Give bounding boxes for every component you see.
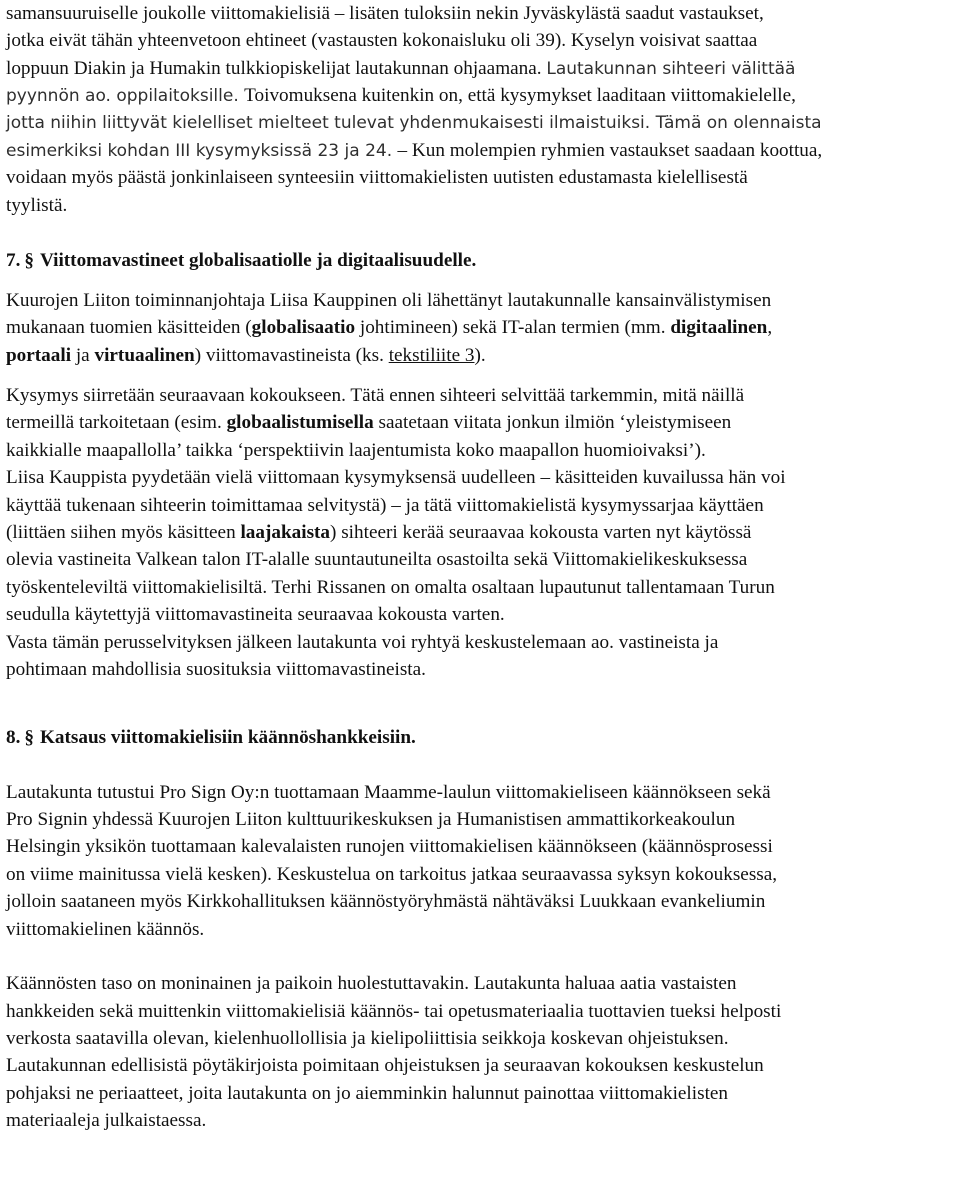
text-line: Liisa Kauppista pyydetään vielä viittomaan kysymyksensä uudelleen – käsitteiden kuvailussa hän voi xyxy=(6,467,786,489)
text-line: pohtimaan mahdollisia suosituksia viittomavastineista. xyxy=(6,658,426,680)
section-7-paragraph-1 xyxy=(6,287,954,369)
text-line: Vasta tämän perusselvityksen jälkeen lautakunta voi ryhtyä keskustelemaan ao. vastineista ja xyxy=(6,631,719,653)
text-line: voidaan myös päästä jonkinlaiseen synteesiin viittomakielisten uutisten edustamasta kielellisestä xyxy=(6,167,748,189)
text-line: tyylistä. xyxy=(6,194,68,216)
section-7-paragraph-2 xyxy=(6,382,954,683)
text-line: portaali ja virtuaalinen) viittomavastineista (ks. tekstiliite 3). xyxy=(6,344,486,366)
text-line: jotka eivät tähän yhteenvetoon ehtineet (vastausten kokonaisluku oli 39). Kyselyn voisivat saattaa xyxy=(6,30,758,52)
text-line: käyttää tukenaan sihteerin toimittamaa selvitystä) – ja tätä viittomakielistä kysymyssarjaa käyttäen xyxy=(6,494,764,516)
section-symbol: § xyxy=(24,726,34,748)
section-number: 8. xyxy=(6,726,21,748)
text-line: Käännösten taso on moninainen ja paikoin huolestuttavakin. Lautakunta haluaa aatia vastaisten xyxy=(6,973,737,995)
text-line: työskenteleviltä viittomakielisiltä. Terhi Rissanen on omalta osaltaan lupautunut tallentamaan Turun xyxy=(6,576,775,598)
section-symbol: § xyxy=(24,249,34,271)
text-line: seudulla käytettyjä viittomavastineita seuraavaa kokousta varten. xyxy=(6,604,505,626)
text-line: hankkeiden sekä muittenkin viittomakielisiä käännös- tai opetusmateriaalia tuottavien tueksi helposti xyxy=(6,1000,782,1022)
attachment-link[interactable]: tekstiliite 3 xyxy=(388,344,475,366)
text-line: mukanaan tuomien käsitteiden (globalisaatio johtimineen) sekä IT-alan termien (mm. digitaalinen, xyxy=(6,317,773,339)
text-line: Lautakunnan edellisistä pöytäkirjoista poimitaan ohjeistuksen ja seuraavan kokouksen keskustelun xyxy=(6,1055,764,1077)
text-line: termeillä tarkoitetaan (esim. globaalistumisella saatetaan viitata jonkun ilmiön ‘yleistymiseen xyxy=(6,412,732,434)
text-line: Helsingin yksikön tuottamaan kalevalaisten runojen viittomakielisen käännökseen (käännösprosessi xyxy=(6,836,773,858)
section-title: Viittomavastineet globalisaatiolle ja digitaalisuudelle. xyxy=(39,249,477,271)
intro-paragraph xyxy=(6,0,954,219)
text-line: on viime mainitussa vielä kesken). Keskustelua on tarkoitus jatkaa seuraavassa syksyn kokouksessa, xyxy=(6,863,778,885)
text-line: Kuurojen Liiton toiminnanjohtaja Liisa Kauppinen oli lähettänyt lautakunnalle kansainvälistymisen xyxy=(6,289,772,311)
text-line: (liittäen siihen myös käsitteen laajakaista) sihteeri kerää seuraavaa kokousta varten nyt käytössä xyxy=(6,522,752,544)
text-line: olevia vastineita Valkean talon IT-alalle suuntautuneilta osastoilta sekä Viittomakielikeskuksessa xyxy=(6,549,748,571)
text-line: viittomakielinen käännös. xyxy=(6,918,205,940)
text-line: jolloin saataneen myös Kirkkohallituksen käännöstyöryhmästä nähtäväksi Luukkaan evankeliumin xyxy=(6,891,766,913)
section-7-heading xyxy=(6,247,954,274)
text-line: kaikkialle maapallolla’ taikka ‘perspektiivin laajentumista koko maapallon huomioivaksi’). xyxy=(6,439,706,461)
text-line: Pro Signin yhdessä Kuurojen Liiton kulttuurikeskuksen ja Humanistisen ammattikorkeakoulun xyxy=(6,808,736,830)
section-8-paragraph-1 xyxy=(6,779,954,943)
text-line: materiaaleja julkaistaessa. xyxy=(6,1110,207,1132)
section-title: Katsaus viittomakielisiin käännöshankkeisiin. xyxy=(39,726,416,748)
text-line: pohjaksi ne periaatteet, joita lautakunta on jo aiemminkin halunnut painottaa viittomakielisten xyxy=(6,1082,729,1104)
section-number: 7. xyxy=(6,249,21,271)
text-line: samansuuruiselle joukolle viittomakielisiä – lisäten tuloksiin nekin Jyväskylästä saadut vastaukset, xyxy=(6,3,764,24)
text-line: Lautakunta tutustui Pro Sign Oy:n tuottamaan Maamme-laulun viittomakieliseen käännökseen sekä xyxy=(6,781,771,803)
text-line: esimerkiksi kohdan III kysymyksissä 23 ja 24. – Kun molempien ryhmien vastaukset saadaan koottua, xyxy=(6,139,823,161)
text-line: verkosta saatavilla olevan, kielenhuollollisia ja kielipoliittisia seikkoja koskevan ohjeistuksen. xyxy=(6,1028,729,1050)
text-line: Kysymys siirretään seuraavaan kokoukseen. Tätä ennen sihteeri selvittää tarkemmin, mitä näillä xyxy=(6,385,745,407)
text-line: jotta niihin liittyvät kielelliset mielteet tulevat yhdenmukaisesti ilmaistuiksi. Tämä on olennaista xyxy=(6,112,822,133)
section-8-paragraph-2 xyxy=(6,970,954,1134)
section-8-heading xyxy=(6,724,954,751)
text-line: loppuun Diakin ja Humakin tulkkiopiskelijat lautakunnan ohjaamana. Lautakunnan sihteeri välittää xyxy=(6,57,796,79)
text-line: pyynnön ao. oppilaitoksille. Toivomuksena kuitenkin on, että kysymykset laaditaan viittomakielelle, xyxy=(6,85,796,107)
